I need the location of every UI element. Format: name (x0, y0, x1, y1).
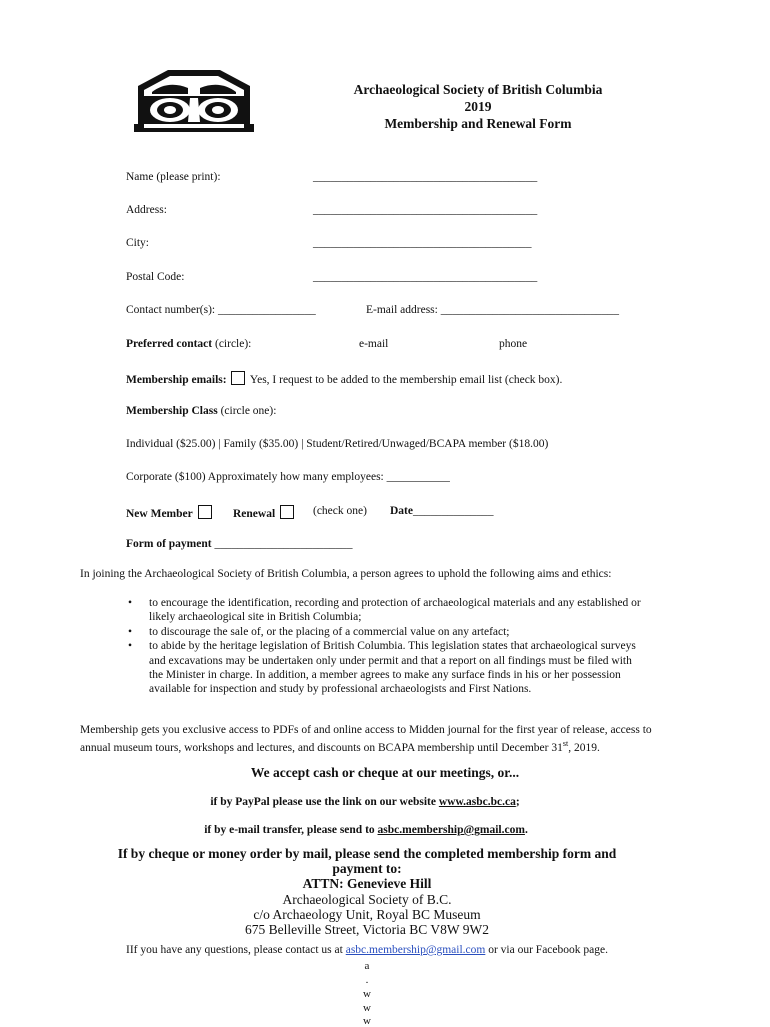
etransfer-text: if by e-mail transfer, please send to (204, 824, 378, 836)
form-title-line3: Membership and Renewal Form (384, 116, 572, 131)
preferred-option-phone[interactable]: phone (499, 338, 528, 350)
membership-class-bold: Membership Class (126, 405, 218, 417)
benefits-text-end: , 2019. (568, 742, 600, 755)
renewal-row (233, 505, 296, 520)
paypal-text: if by PayPal please use the link on our website (210, 796, 439, 808)
stray-letter: w (363, 1002, 371, 1014)
bullet-icon: • (128, 597, 133, 609)
society-logo (128, 66, 260, 134)
form-title-year: 2019 (464, 99, 492, 114)
corporate-line[interactable]: Corporate ($100) Approximately how many employees: ___________ (126, 471, 450, 483)
ethics-item (128, 596, 648, 625)
membership-emails-label: Membership emails: (126, 374, 227, 386)
etransfer-line (0, 824, 732, 836)
membership-benefits (80, 723, 660, 756)
membership-type-row (126, 505, 214, 520)
ethics-list (128, 596, 648, 697)
email-address-field[interactable]: E-mail address: _______________________________ (366, 304, 619, 316)
payment-field[interactable]: ________________________ (211, 538, 353, 550)
stray-letter: . (365, 974, 369, 986)
cheque-line1: If by cheque or money order by mail, please send the completed membership form and (117, 846, 617, 861)
paypal-line (0, 796, 730, 808)
address-line3: 675 Belleville Street, Victoria BC V8W 9W2 (244, 922, 490, 937)
name-label: Name (please print): (126, 171, 221, 183)
benefits-text: Membership gets you exclusive access to PDFs of and online access to Midden journal for the first year of release, access to annual museum tours, workshops and lectures, and discounts on BCAPA membership until December 31 (80, 724, 652, 755)
ethics-item-text: to encourage the identification, recording and protection of archaeological materials and any established or likely archaeological site in British Columbia; (149, 597, 641, 624)
benefits-superscript: st (562, 739, 569, 749)
address-field[interactable]: _______________________________________ (313, 204, 538, 216)
membership-class-rest: (circle one): (217, 405, 277, 417)
ethics-item (128, 639, 648, 697)
preferred-contact-bold: Preferred contact (126, 338, 213, 350)
date-row (390, 505, 494, 517)
address-line2: c/o Archaeology Unit, Royal BC Museum (253, 907, 481, 922)
address-label: Address: (126, 204, 167, 216)
new-member-checkbox[interactable] (198, 505, 212, 519)
membership-emails-text: Yes, I request to be added to the membership email list (check box). (247, 374, 563, 386)
accept-cash-line: We accept cash or cheque at our meetings, or... (250, 765, 520, 780)
ethics-item-text: to discourage the sale of, or the placing of a commercial value on any artefact; (149, 625, 510, 638)
ethics-item (128, 625, 648, 639)
name-field[interactable]: _______________________________________ (313, 171, 538, 183)
stray-letter: a (364, 960, 370, 972)
membership-emails-checkbox[interactable] (231, 371, 245, 385)
etransfer-email-link[interactable]: asbc.membership@gmail.com (377, 824, 525, 836)
membership-class-options[interactable]: Individual ($25.00) | Family ($35.00) | Student/Retired/Unwaged/BCAPA member ($18.00) (126, 438, 549, 450)
postal-code-field[interactable]: _______________________________________ (313, 271, 538, 283)
ethics-item-text: to abide by the heritage legislation of British Columbia. This legislation states that archaeological surveys and excavations may be undertaken only under permit and that a report on all findings must be filed with the Minister in charge. In addition, a member agrees to make any surface finds in his or her possession available for inspection and study by professional archaeologists and First Nations. (149, 640, 636, 696)
address-line1: Archaeological Society of B.C. (282, 892, 452, 907)
membership-class-label (126, 405, 276, 417)
questions-text-end: or via our Facebook page. (485, 944, 608, 956)
new-member-label: New Member (126, 508, 193, 520)
renewal-label: Renewal (233, 508, 276, 520)
paypal-end: ; (515, 796, 520, 808)
date-label: Date (390, 505, 413, 517)
etransfer-end: . (524, 824, 528, 836)
city-label: City: (126, 237, 150, 249)
questions-text: IIf you have any questions, please contact us at (126, 944, 346, 956)
form-title-line1: Archaeological Society of British Columbia (353, 82, 603, 97)
bullet-icon: • (128, 625, 133, 638)
attn-line: ATTN: Genevieve Hill (302, 876, 432, 891)
payment-row (126, 538, 352, 550)
cheque-line2: payment to: (332, 861, 402, 876)
ethics-intro: In joining the Archaeological Society of British Columbia, a person agrees to uphold the following aims and ethics: (80, 568, 612, 580)
contact-number-field[interactable]: Contact number(s): _________________ (126, 304, 316, 316)
questions-line (0, 944, 734, 956)
postal-code-label: Postal Code: (126, 271, 185, 283)
date-field[interactable]: ______________ (413, 505, 494, 517)
preferred-contact-rest: (circle): (212, 338, 252, 350)
questions-email-link[interactable]: asbc.membership@gmail.com (345, 944, 486, 956)
preferred-option-email[interactable]: e-mail (359, 338, 389, 350)
stray-letter: w (363, 988, 371, 1000)
stray-letter: w (363, 1015, 371, 1027)
city-field[interactable]: ______________________________________ (313, 237, 532, 249)
website-link[interactable]: www.asbc.bc.ca (438, 796, 516, 808)
bullet-icon: • (128, 640, 133, 653)
membership-emails-row (126, 371, 562, 386)
check-one-note: (check one) (313, 505, 367, 517)
preferred-contact-label (126, 338, 251, 350)
renewal-checkbox[interactable] (280, 505, 294, 519)
payment-label: Form of payment (126, 538, 212, 550)
